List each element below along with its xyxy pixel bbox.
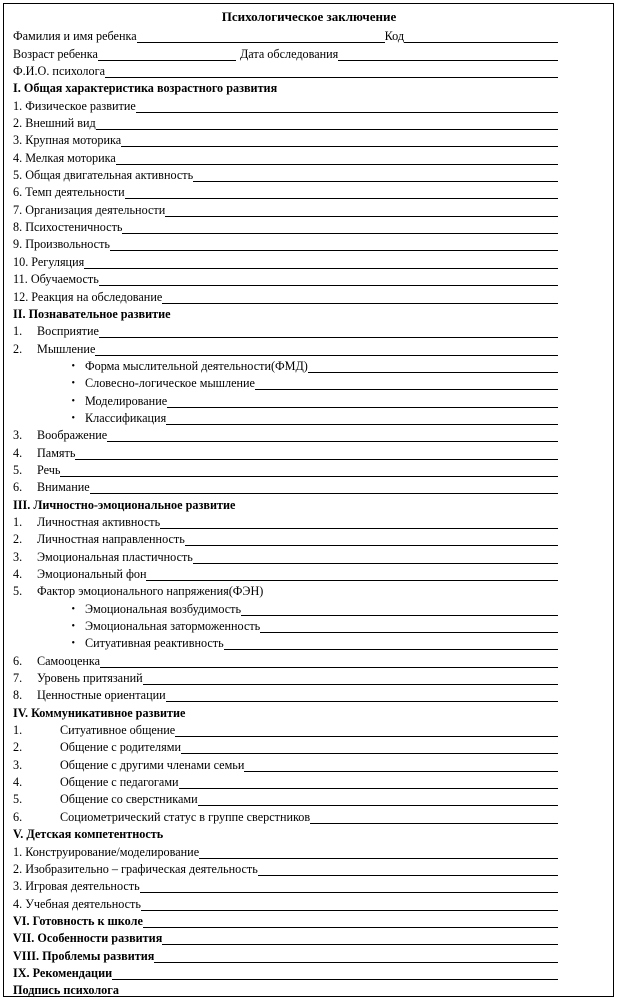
answer-line[interactable]	[165, 204, 558, 217]
answer-line[interactable]	[143, 915, 558, 928]
section-6-heading: VI. Готовность к школе	[13, 911, 558, 928]
list-item: 10. Регуляция	[13, 251, 558, 268]
list-item: 6. Внимание	[13, 477, 558, 494]
list-item: 1. Физическое развитие	[13, 95, 558, 112]
list-item: 9. Произвольность	[13, 234, 558, 251]
list-item: 3. Общение с другими членами семьи	[13, 754, 558, 771]
sub-item: • Форма мыслительной деятельности(ФМД)	[13, 356, 558, 373]
list-item: 2. Личностная направленность	[13, 529, 558, 546]
bullet-icon: •	[71, 360, 75, 372]
sub-item: • Классификация	[13, 408, 558, 425]
answer-line[interactable]	[136, 100, 558, 113]
date-field[interactable]	[338, 48, 558, 61]
sub-item: • Ситуативная реактивность	[13, 633, 558, 650]
list-item: 1. Восприятие	[13, 321, 558, 338]
answer-line[interactable]	[244, 759, 558, 772]
answer-line[interactable]	[310, 811, 558, 824]
list-item: 3. Крупная моторика	[13, 130, 558, 147]
section-7-heading: VII. Особенности развития	[13, 928, 558, 945]
psychologist-label: Ф.И.О. психолога	[13, 64, 106, 79]
sub-item: • Эмоциональная возбудимость	[13, 598, 558, 615]
answer-line[interactable]	[179, 776, 558, 789]
date-label: Дата обследования	[239, 46, 339, 61]
age-label: Возраст ребенка	[13, 46, 98, 61]
list-item: 2. Внешний вид	[13, 113, 558, 130]
answer-line[interactable]	[193, 551, 558, 564]
list-item: 11. Обучаемость	[13, 269, 558, 286]
list-item: 12. Реакция на обследование	[13, 286, 558, 303]
child-name-field[interactable]	[137, 30, 385, 43]
answer-line[interactable]	[112, 967, 558, 980]
list-item: 4. Эмоциональный фон	[13, 564, 558, 581]
list-item: 5. Фактор эмоционального напряжения(ФЭН)	[13, 584, 264, 599]
answer-line[interactable]	[224, 637, 558, 650]
answer-line[interactable]	[110, 238, 558, 251]
list-item: 4. Общение с педагогами	[13, 772, 558, 789]
answer-line[interactable]	[107, 429, 558, 442]
child-name-label: Фамилия и имя ребенка	[13, 29, 137, 44]
list-item: 7. Уровень притязаний	[13, 668, 558, 685]
list-item: 4. Учебная деятельность	[13, 893, 558, 910]
answer-line[interactable]	[260, 620, 558, 633]
signature-row: Подпись психолога	[13, 980, 558, 997]
bullet-icon: •	[71, 621, 75, 633]
bullet-icon: •	[71, 638, 75, 650]
section-3-heading: III. Личностно-эмоциональное развитие	[13, 497, 236, 512]
list-item: 3. Воображение	[13, 425, 558, 442]
list-item: 8. Ценностные ориентации	[13, 685, 558, 702]
section-4-heading: IV. Коммуникативное развитие	[13, 705, 186, 720]
code-field[interactable]	[404, 30, 558, 43]
section-1-heading: I. Общая характеристика возрастного развития	[13, 81, 278, 96]
answer-line[interactable]	[60, 464, 558, 477]
list-item: 1. Личностная активность	[13, 512, 558, 529]
list-item: 5. Общение со сверстниками	[13, 789, 558, 806]
form-body	[13, 26, 558, 997]
answer-line[interactable]	[175, 724, 558, 737]
code-label: Код	[384, 29, 405, 44]
answer-line[interactable]	[95, 343, 558, 356]
section-8-heading: VIII. Проблемы развития	[13, 945, 558, 962]
answer-line[interactable]	[308, 360, 558, 373]
answer-line[interactable]	[75, 447, 558, 460]
answer-line[interactable]	[84, 256, 558, 269]
psychologist-field[interactable]	[105, 65, 558, 78]
list-item: 5. Общая двигательная активность	[13, 165, 558, 182]
answer-line[interactable]	[143, 672, 558, 685]
list-item: 5. Речь	[13, 460, 558, 477]
answer-line[interactable]	[121, 134, 558, 147]
list-item: 6. Самооценка	[13, 650, 558, 667]
answer-line[interactable]	[255, 377, 558, 390]
list-item: 4. Память	[13, 442, 558, 459]
answer-line[interactable]	[90, 481, 558, 494]
bullet-icon: •	[71, 378, 75, 390]
answer-line[interactable]	[116, 152, 558, 165]
sub-item: • Эмоциональная заторможенность	[13, 616, 558, 633]
child-name-row	[13, 26, 558, 43]
answer-line[interactable]	[99, 273, 558, 286]
answer-line[interactable]	[181, 741, 558, 754]
list-item: 4. Мелкая моторика	[13, 147, 558, 164]
answer-line[interactable]	[166, 689, 558, 702]
list-item: 3. Эмоциональная пластичность	[13, 546, 558, 563]
answer-line[interactable]	[96, 117, 558, 130]
section-2-heading: II. Познавательное развитие	[13, 306, 171, 321]
answer-line[interactable]	[199, 846, 558, 859]
list-item: 6. Социометрический статус в группе сверстников	[13, 806, 558, 823]
sub-item: • Моделирование	[13, 390, 558, 407]
answer-line[interactable]	[141, 898, 558, 911]
answer-line[interactable]	[241, 603, 558, 616]
list-item: 2. Мышление	[13, 338, 558, 355]
answer-line[interactable]	[140, 880, 558, 893]
signature-line[interactable]	[119, 984, 558, 997]
answer-line[interactable]	[100, 655, 558, 668]
psychologist-row	[13, 61, 558, 78]
answer-line[interactable]	[154, 950, 558, 963]
answer-line[interactable]	[166, 412, 558, 425]
answer-line[interactable]	[185, 533, 558, 546]
form-title: Психологическое заключение	[221, 9, 397, 24]
answer-line[interactable]	[198, 793, 558, 806]
answer-line[interactable]	[160, 516, 558, 529]
answer-line[interactable]	[125, 186, 558, 199]
list-item: 1. Конструирование/моделирование	[13, 841, 558, 858]
age-date-row	[13, 43, 558, 60]
list-item: 2. Изобразительно – графическая деятельность	[13, 859, 558, 876]
list-item: 3. Игровая деятельность	[13, 876, 558, 893]
answer-line[interactable]	[162, 932, 558, 945]
answer-line[interactable]	[99, 325, 558, 338]
section-9-heading: IX. Рекомендации	[13, 963, 558, 980]
bullet-icon: •	[71, 412, 75, 424]
list-item: 6. Темп деятельности	[13, 182, 558, 199]
section-5-heading: V. Детская компетентность	[13, 827, 164, 842]
answer-line[interactable]	[258, 863, 558, 876]
bullet-icon: •	[71, 395, 75, 407]
answer-line[interactable]	[162, 291, 558, 304]
answer-line[interactable]	[146, 568, 558, 581]
list-item: 7. Организация деятельности	[13, 199, 558, 216]
list-item: 2. Общение с родителями	[13, 737, 558, 754]
list-item: 8. Психостеничность	[13, 217, 558, 234]
answer-line[interactable]	[167, 395, 558, 408]
sub-item: • Словесно-логическое мышление	[13, 373, 558, 390]
answer-line[interactable]	[193, 169, 558, 182]
list-item: 1. Ситуативное общение	[13, 720, 558, 737]
bullet-icon: •	[71, 603, 75, 615]
answer-line[interactable]	[122, 221, 558, 234]
age-field[interactable]	[98, 48, 236, 61]
